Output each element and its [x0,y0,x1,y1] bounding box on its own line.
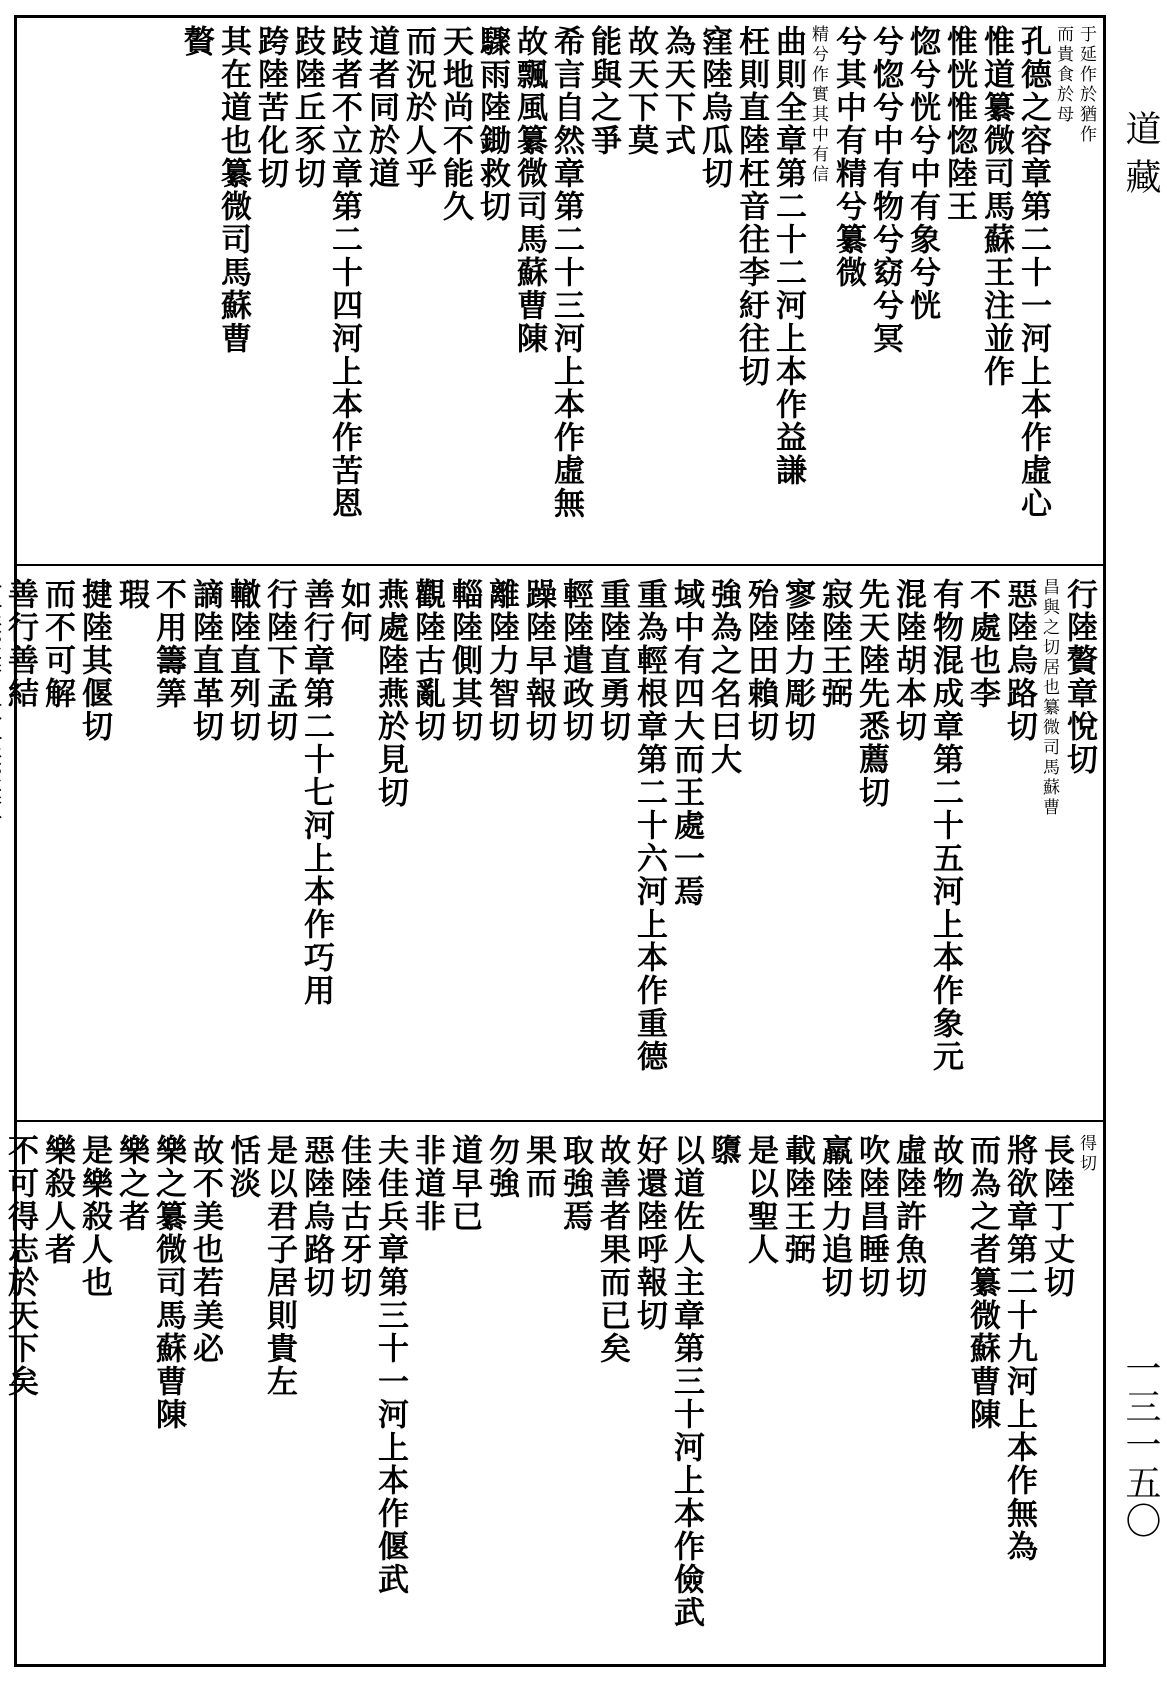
text-column: 贅 [178,25,214,58]
text-column: 樂殺人者 [39,1134,75,1266]
text-column: 勿強 [483,1134,519,1200]
text-column: 故物 [927,1134,963,1200]
text-column: 羸陸力追切 [816,1134,852,1299]
text-column: 惟恍惟惚陸王 [941,25,977,223]
text-column: 是樂殺人也 [76,1134,112,1299]
text-column: 道者同於道 [363,25,399,190]
text-column: 故不美也若美必 [187,1134,223,1365]
text-column: 長陸丁丈切 [1038,1134,1074,1299]
scroll-label: 道藏 [1120,110,1161,206]
text-column: 寂陸王弼 [816,578,852,710]
annotation-column: 昌與之切居也纂微司馬蘇曹 [1039,578,1059,818]
text-column: 瑕 [113,578,149,611]
text-column: 以道佐人主章第三十河上本作儉武 [668,1134,704,1629]
text-column: 殆陸田賴切 [742,578,778,743]
text-column: 其在道也纂微司馬蘇曹 [215,25,251,355]
text-column: 不可得志於天下矣 [2,1134,38,1398]
text-column: 而不可解 [39,578,75,710]
text-column: 而為之者纂微蘇曹陳 [964,1134,1000,1431]
text-column: 惟道纂微司馬蘇王注並作 [978,25,1014,388]
text-column: 兮其中有精兮纂微 [830,25,866,289]
text-column: 行陸下孟切 [261,578,297,743]
text-column: 域中有四大而王處一焉 [668,578,704,908]
text-column: 觀陸古亂切 [409,578,445,743]
text-column: 強為之名曰大 [705,578,741,776]
text-column: 而況於人乎 [400,25,436,190]
text-column: 將欲章第二十九河上本作無為 [1001,1134,1037,1563]
band-divider [14,564,1106,566]
text-column: 希言自然章第二十三河上本作虛無 [548,25,584,520]
text-column: 能與之爭 [585,25,621,157]
text-column: 曲則全章第二十二河上本作益謙 [770,25,806,487]
text-column: 先天陸先悉薦切 [853,578,889,809]
text-column: 惡陸烏路切 [1001,578,1037,743]
text-column: 天地尚不能久 [437,25,473,223]
text-column: 是以君子居則貴左 [261,1134,297,1398]
annotation-column: 精兮作實其中有信 [808,25,828,185]
text-column: 枉則直陸枉音往李紆往切 [733,25,769,388]
text-column: 謫陸直革切 [187,578,223,743]
text-column: 善行章第二十七河上本作巧用 [298,578,334,1007]
band-divider [14,1120,1106,1122]
text-column: 轍陸直列切 [224,578,260,743]
text-column: 樂之者 [113,1134,149,1233]
text-column: 行陸贅章悅切 [1061,578,1097,776]
text-column: 惡陸烏路切 [298,1134,334,1299]
column-group-3 [4,1134,1094,1654]
text-column: 離陸力智切 [483,578,519,743]
text-column: 吹陸昌睡切 [853,1134,889,1299]
text-column: 樂之纂微司馬蘇曹陳 [150,1134,186,1431]
annotation-column: 于延作於猶作 [1076,25,1096,145]
text-column: 重為輕根章第二十六河上本作重德 [631,578,667,1073]
text-column: 跂陸丘豕切 [289,25,325,190]
text-column: 載陸王弼 [779,1134,815,1266]
text-column: 不處也李 [964,578,1000,710]
text-column: 不用籌筭 [150,578,186,710]
text-column: 混陸胡本切 [890,578,926,743]
text-column: 故天下莫 [622,25,658,157]
text-column: 非道非 [409,1134,445,1233]
text-column: 取強焉 [557,1134,593,1233]
text-column: 佳陸古牙切 [335,1134,371,1299]
text-column: 揵陸其偃切 [76,578,112,743]
text-column: 果而 [520,1134,556,1200]
text-column: 燕處陸燕於見切 [372,578,408,809]
text-column: 寥陸力彫切 [779,578,815,743]
text-column: 恬淡 [224,1134,260,1200]
text-column: 躁陸早報切 [520,578,556,743]
text-band-1 [14,15,1106,564]
text-column: 重陸直勇切 [594,578,630,743]
text-column: 惚兮恍兮中有象兮恍 [904,25,940,322]
text-column: 兮惚兮中有物兮窈兮冥 [867,25,903,355]
margin-strip [1095,0,1167,1685]
text-column: 好還陸呼報切 [631,1134,667,1332]
text-column: 故飄風纂微司馬蘇曹陳 [511,25,547,355]
text-column: 為天下式 [659,25,695,157]
text-column: 虛陸許魚切 [890,1134,926,1299]
text-column: 隳 [705,1134,741,1167]
text-column: 窪陸烏瓜切 [696,25,732,190]
text-column: 跂者不立章第二十四河上本作苦恩 [326,25,362,520]
text-column: 善行善結 [2,578,38,710]
text-column: 輕陸遣政切 [557,578,593,743]
annotation-column: 而貴食於母 [1053,25,1073,125]
text-column: 如何 [335,578,371,644]
text-column: 輜陸側其切 [446,578,482,743]
text-column: 驟雨陸鋤救切 [474,25,510,223]
text-column: 有物混成章第二十五河上本作象元 [927,578,963,1073]
text-band-3 [2,1124,1106,1667]
text-column: 跨陸苦化切 [252,25,288,190]
column-group-2 [0,578,1097,1098]
text-band-2 [2,568,1106,1119]
text-column: 夫佳兵章第三十一河上本作偃武 [372,1134,408,1596]
page-number: 一三一五〇 [1120,1350,1161,1540]
annotation-column: 得切 [1076,1134,1096,1174]
text-column: 道早已 [446,1134,482,1233]
text-column: 孔德之容章第二十一河上本作虛心 [1015,25,1051,520]
text-column: 是以聖人 [742,1134,778,1266]
text-column: 故善者果而已矣 [594,1134,630,1365]
column-group-1 [180,25,1094,545]
